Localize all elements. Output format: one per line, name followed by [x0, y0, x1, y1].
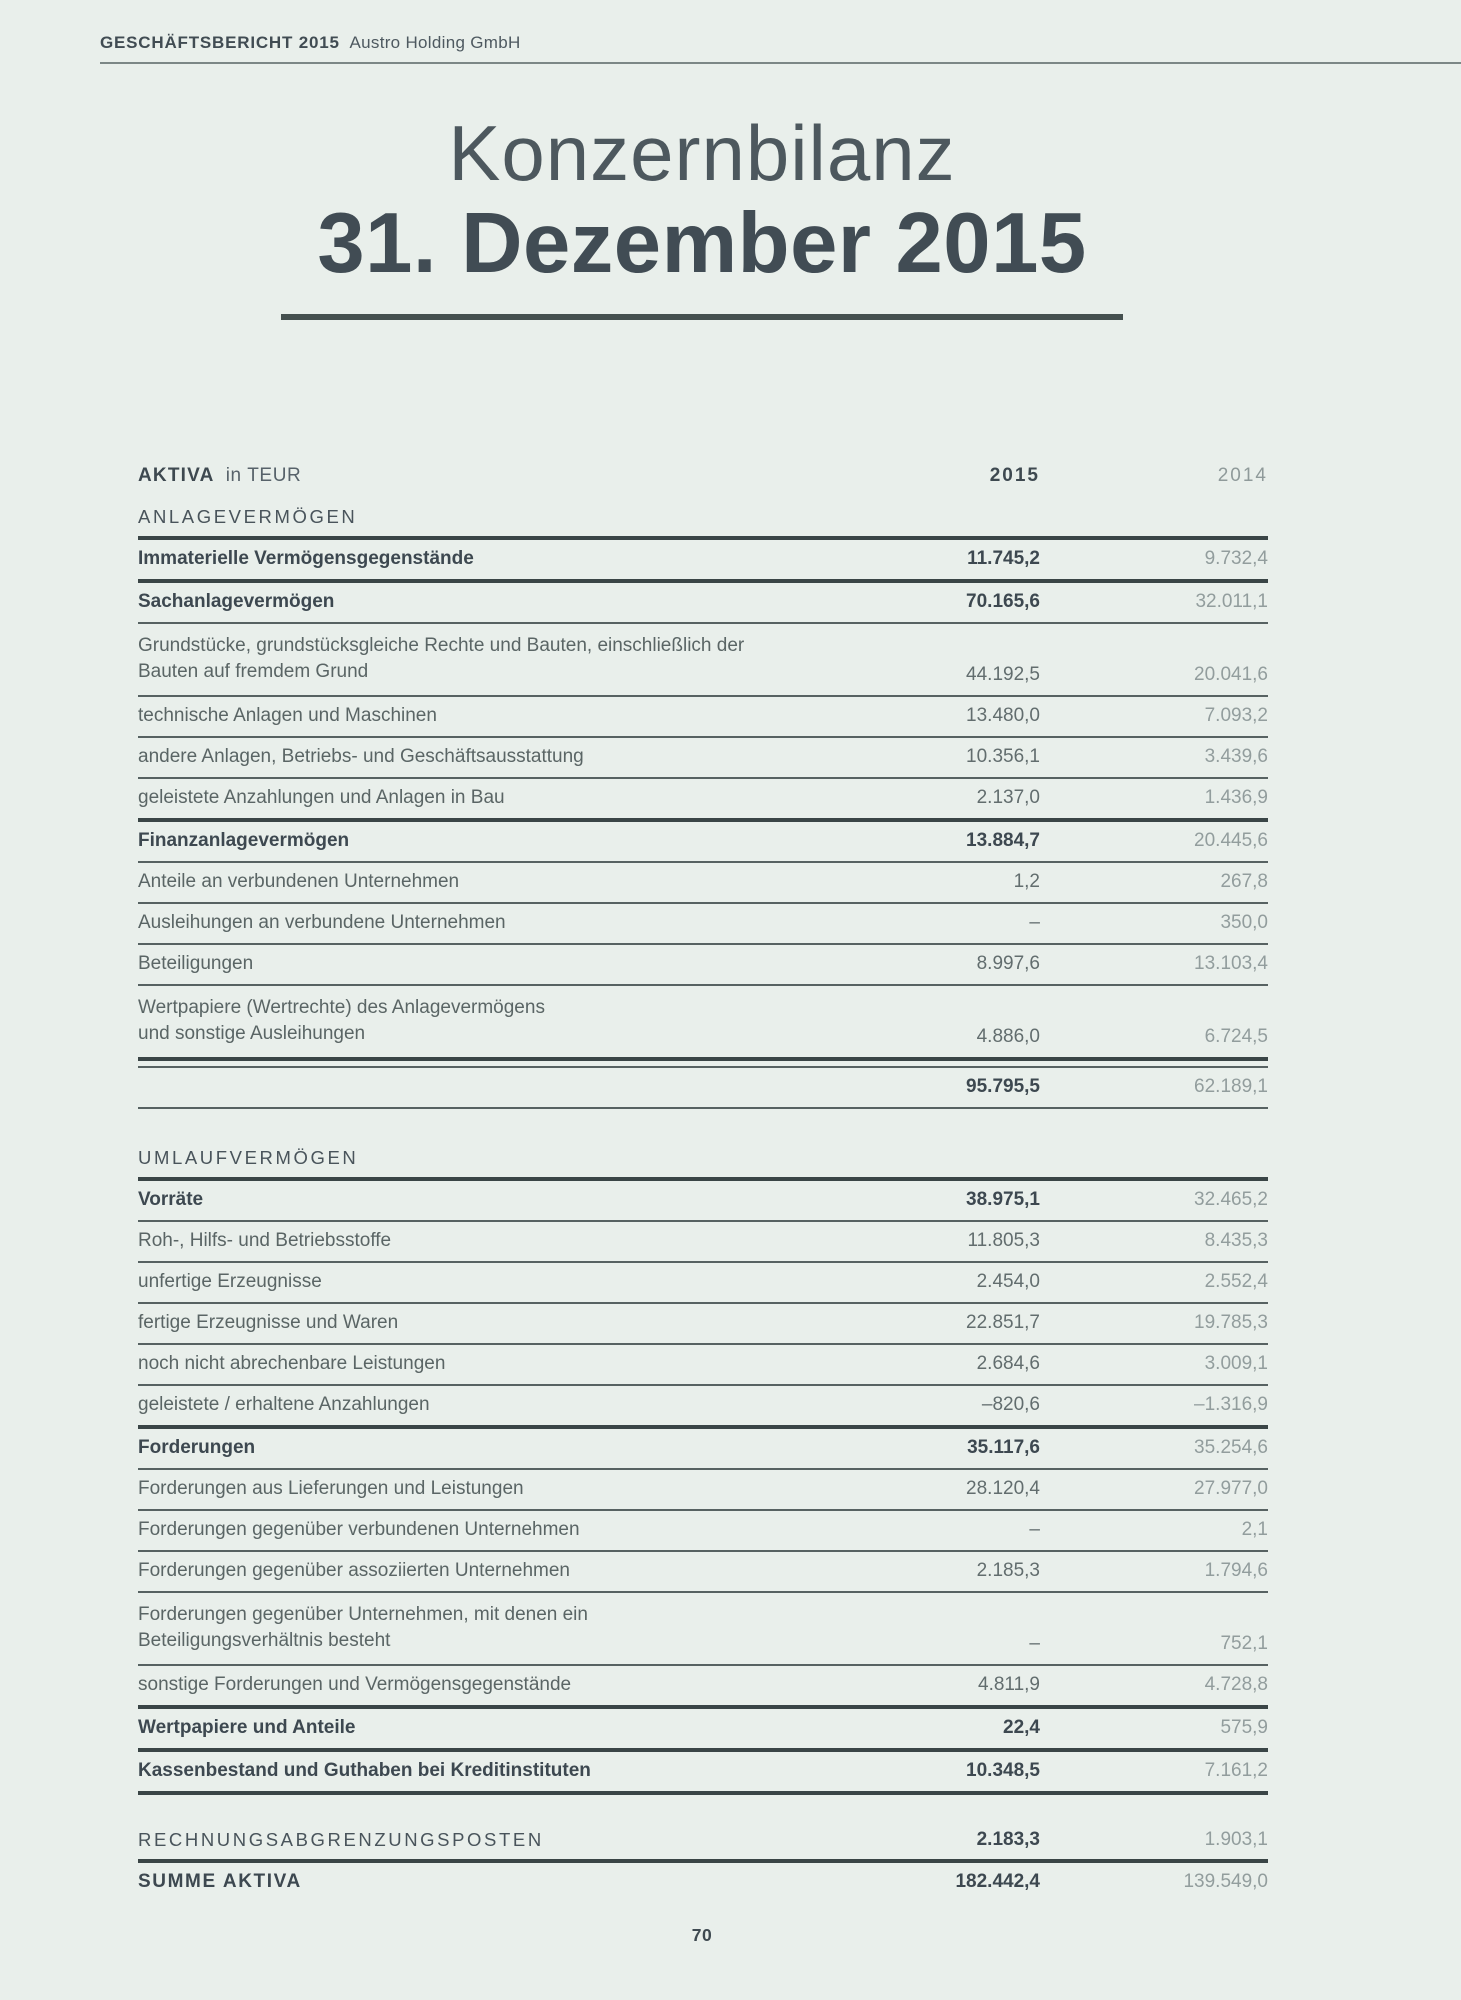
value-2015: 10.348,5 — [966, 1760, 1040, 1781]
value-2014: 1.436,9 — [1204, 787, 1268, 808]
value-2014: 7.161,2 — [1204, 1760, 1268, 1781]
table-row — [138, 863, 1268, 904]
value-2014: 35.254,6 — [1194, 1437, 1268, 1458]
table-row — [138, 624, 1268, 697]
value-2015: 44.192,5 — [966, 664, 1040, 685]
table-row — [138, 1470, 1268, 1511]
table-row — [138, 1593, 1268, 1666]
value-2015: 28.120,4 — [966, 1478, 1040, 1499]
table-row — [138, 540, 1268, 583]
table-row — [138, 1386, 1268, 1429]
table-row — [138, 1222, 1268, 1263]
value-2015: – — [1029, 1519, 1040, 1540]
column-header-2015: 2015 — [989, 465, 1040, 486]
aktiva-label: AKTIVA — [138, 465, 215, 486]
row-label — [138, 1602, 860, 1654]
table-row — [138, 697, 1268, 738]
value-2015: 2.684,6 — [976, 1353, 1040, 1374]
value-2015: 38.975,1 — [966, 1189, 1040, 1210]
row-label: Vorräte — [138, 1189, 204, 1210]
row-label: Forderungen aus Lieferungen und Leistungen — [138, 1478, 524, 1499]
value-2015: 4.886,0 — [976, 1026, 1040, 1047]
row-label-line2: Bauten auf fremdem Grund — [138, 661, 369, 682]
row-label: RECHNUNGSABGRENZUNGSPOSTEN — [138, 1829, 544, 1850]
value-2015: 35.117,6 — [967, 1437, 1040, 1458]
table-row — [138, 1666, 1268, 1709]
row-label: UMLAUFVERMÖGEN — [138, 1147, 359, 1168]
value-2014: 20.445,6 — [1194, 830, 1268, 851]
value-2015: – — [1029, 912, 1040, 933]
value-2014: 6.724,5 — [1204, 1026, 1268, 1047]
row-label: Forderungen gegenüber assoziierten Unternehmen — [138, 1560, 570, 1581]
table-header-label — [138, 466, 860, 486]
balance-table-body — [138, 496, 1268, 1902]
value-2014: 2,1 — [1241, 1519, 1268, 1540]
title-underline — [281, 314, 1123, 320]
row-label: Forderungen gegenüber verbundenen Unternehmen — [138, 1519, 580, 1540]
value-2015: 2.185,3 — [976, 1560, 1040, 1581]
table-row — [138, 1304, 1268, 1345]
table-row — [138, 986, 1268, 1057]
value-2014: 7.093,2 — [1204, 705, 1268, 726]
value-2014: 32.011,1 — [1195, 591, 1268, 612]
table-spacer — [138, 1109, 1268, 1137]
value-2015: 13.480,0 — [966, 705, 1040, 726]
value-2014: 4.728,8 — [1204, 1674, 1268, 1695]
value-2015: –820,6 — [981, 1394, 1040, 1415]
row-label-line2: und sonstige Ausleihungen — [138, 1023, 366, 1044]
value-2014: 2.552,4 — [1204, 1271, 1268, 1292]
table-row — [138, 1181, 1268, 1222]
table-row — [138, 738, 1268, 779]
row-label — [138, 995, 860, 1047]
table-row — [138, 1819, 1268, 1863]
value-2015: 8.997,6 — [976, 953, 1040, 974]
page-title: Konzernbilanz — [448, 109, 956, 197]
row-label: Wertpapiere und Anteile — [138, 1717, 356, 1738]
double-rule — [138, 1057, 1268, 1068]
report-header-company: Austro Holding GmbH — [349, 33, 521, 52]
row-label — [138, 633, 860, 685]
row-label: geleistete Anzahlungen und Anlagen in Bau — [138, 787, 505, 808]
value-2014: 27.977,0 — [1194, 1478, 1268, 1499]
value-2014: 13.103,4 — [1194, 953, 1268, 974]
table-row — [138, 945, 1268, 986]
value-2015: 95.795,5 — [966, 1076, 1040, 1097]
row-label: Forderungen — [138, 1437, 256, 1458]
value-2015: 4.811,9 — [978, 1674, 1040, 1695]
value-2015: 10.356,1 — [966, 746, 1040, 767]
row-label: geleistete / erhaltene Anzahlungen — [138, 1394, 430, 1415]
row-label: Sachanlagevermögen — [138, 591, 335, 612]
table-row — [138, 496, 1268, 540]
column-header-2014: 2014 — [1217, 465, 1268, 486]
row-label: SUMME AKTIVA — [138, 1871, 302, 1892]
table-row — [138, 583, 1268, 624]
row-label: sonstige Forderungen und Vermögensgegenstände — [138, 1674, 572, 1695]
row-label: Roh-, Hilfs- und Betriebsstoffe — [138, 1230, 392, 1251]
value-2015: 2.183,3 — [976, 1829, 1040, 1850]
value-2015: 11.805,3 — [967, 1230, 1040, 1251]
table-row — [138, 904, 1268, 945]
balance-table — [138, 466, 1268, 1902]
value-2015: 70.165,6 — [966, 591, 1040, 612]
table-row — [138, 1068, 1268, 1109]
row-label: andere Anlagen, Betriebs- und Geschäftsausstattung — [138, 746, 584, 767]
table-row — [138, 1863, 1268, 1902]
value-2015: – — [1029, 1633, 1040, 1654]
value-2014: 139.549,0 — [1183, 1871, 1268, 1892]
row-label: Kassenbestand und Guthaben bei Kreditinstituten — [138, 1760, 591, 1781]
row-label: fertige Erzeugnisse und Waren — [138, 1312, 399, 1333]
value-2014: 19.785,3 — [1194, 1312, 1268, 1333]
value-2014: 8.435,3 — [1204, 1230, 1268, 1251]
row-label: ANLAGEVERMÖGEN — [138, 506, 358, 527]
page-subtitle: 31. Dezember 2015 — [317, 195, 1087, 291]
row-label-line1: Forderungen gegenüber Unternehmen, mit denen ein — [138, 1604, 588, 1625]
table-row — [138, 822, 1268, 863]
row-label: noch nicht abrechenbare Leistungen — [138, 1353, 446, 1374]
row-label: Anteile an verbundenen Unternehmen — [138, 871, 460, 892]
row-label: Beteiligungen — [138, 953, 254, 974]
report-header — [100, 0, 1461, 64]
value-2014: 1.794,6 — [1204, 1560, 1268, 1581]
value-2014: 350,0 — [1220, 912, 1268, 933]
table-row — [138, 1345, 1268, 1386]
value-2014: 3.009,1 — [1204, 1353, 1268, 1374]
value-2014: 752,1 — [1220, 1633, 1268, 1654]
table-row — [138, 1263, 1268, 1304]
value-2015: 1,2 — [1013, 871, 1040, 892]
row-label-line1: Wertpapiere (Wertrechte) des Anlagevermögens — [138, 997, 545, 1018]
table-row — [138, 779, 1268, 822]
value-2015: 22,4 — [1003, 1717, 1040, 1738]
row-label: Ausleihungen an verbundene Unternehmen — [138, 912, 506, 933]
table-row — [138, 1709, 1268, 1752]
report-header-title: GESCHÄFTSBERICHT 2015 — [100, 33, 340, 52]
table-row — [138, 1752, 1268, 1795]
table-row — [138, 1511, 1268, 1552]
value-2014: –1.316,9 — [1194, 1394, 1268, 1415]
value-2014: 267,8 — [1220, 871, 1268, 892]
table-row — [138, 1429, 1268, 1470]
value-2014: 32.465,2 — [1194, 1189, 1268, 1210]
row-label: technische Anlagen und Maschinen — [138, 705, 437, 726]
value-2014: 575,9 — [1220, 1717, 1268, 1738]
value-2014: 9.732,4 — [1204, 548, 1268, 569]
row-label-line1: Grundstücke, grundstücksgleiche Rechte und Bauten, einschließlich der — [138, 635, 745, 656]
page-title-block — [0, 109, 1404, 320]
value-2015: 11.745,2 — [967, 548, 1040, 569]
value-2014: 1.903,1 — [1204, 1829, 1268, 1850]
row-label: Finanzanlagevermögen — [138, 830, 350, 851]
row-label: Immaterielle Vermögensgegenstände — [138, 548, 474, 569]
value-2015: 2.137,0 — [976, 787, 1040, 808]
value-2014: 3.439,6 — [1204, 746, 1268, 767]
table-row — [138, 1552, 1268, 1593]
table-spacer — [138, 1795, 1268, 1819]
row-label: unfertige Erzeugnisse — [138, 1271, 322, 1292]
value-2015: 22.851,7 — [966, 1312, 1040, 1333]
value-2014: 20.041,6 — [1194, 664, 1268, 685]
table-header-row — [138, 466, 1268, 496]
value-2015: 2.454,0 — [976, 1271, 1040, 1292]
unit-label: in TEUR — [225, 465, 302, 486]
value-2015: 13.884,7 — [966, 830, 1040, 851]
row-label-line2: Beteiligungsverhältnis besteht — [138, 1630, 391, 1651]
page-number: 70 — [691, 1925, 713, 1945]
value-2015: 182.442,4 — [955, 1871, 1040, 1892]
table-row — [138, 1137, 1268, 1181]
value-2014: 62.189,1 — [1194, 1076, 1268, 1097]
